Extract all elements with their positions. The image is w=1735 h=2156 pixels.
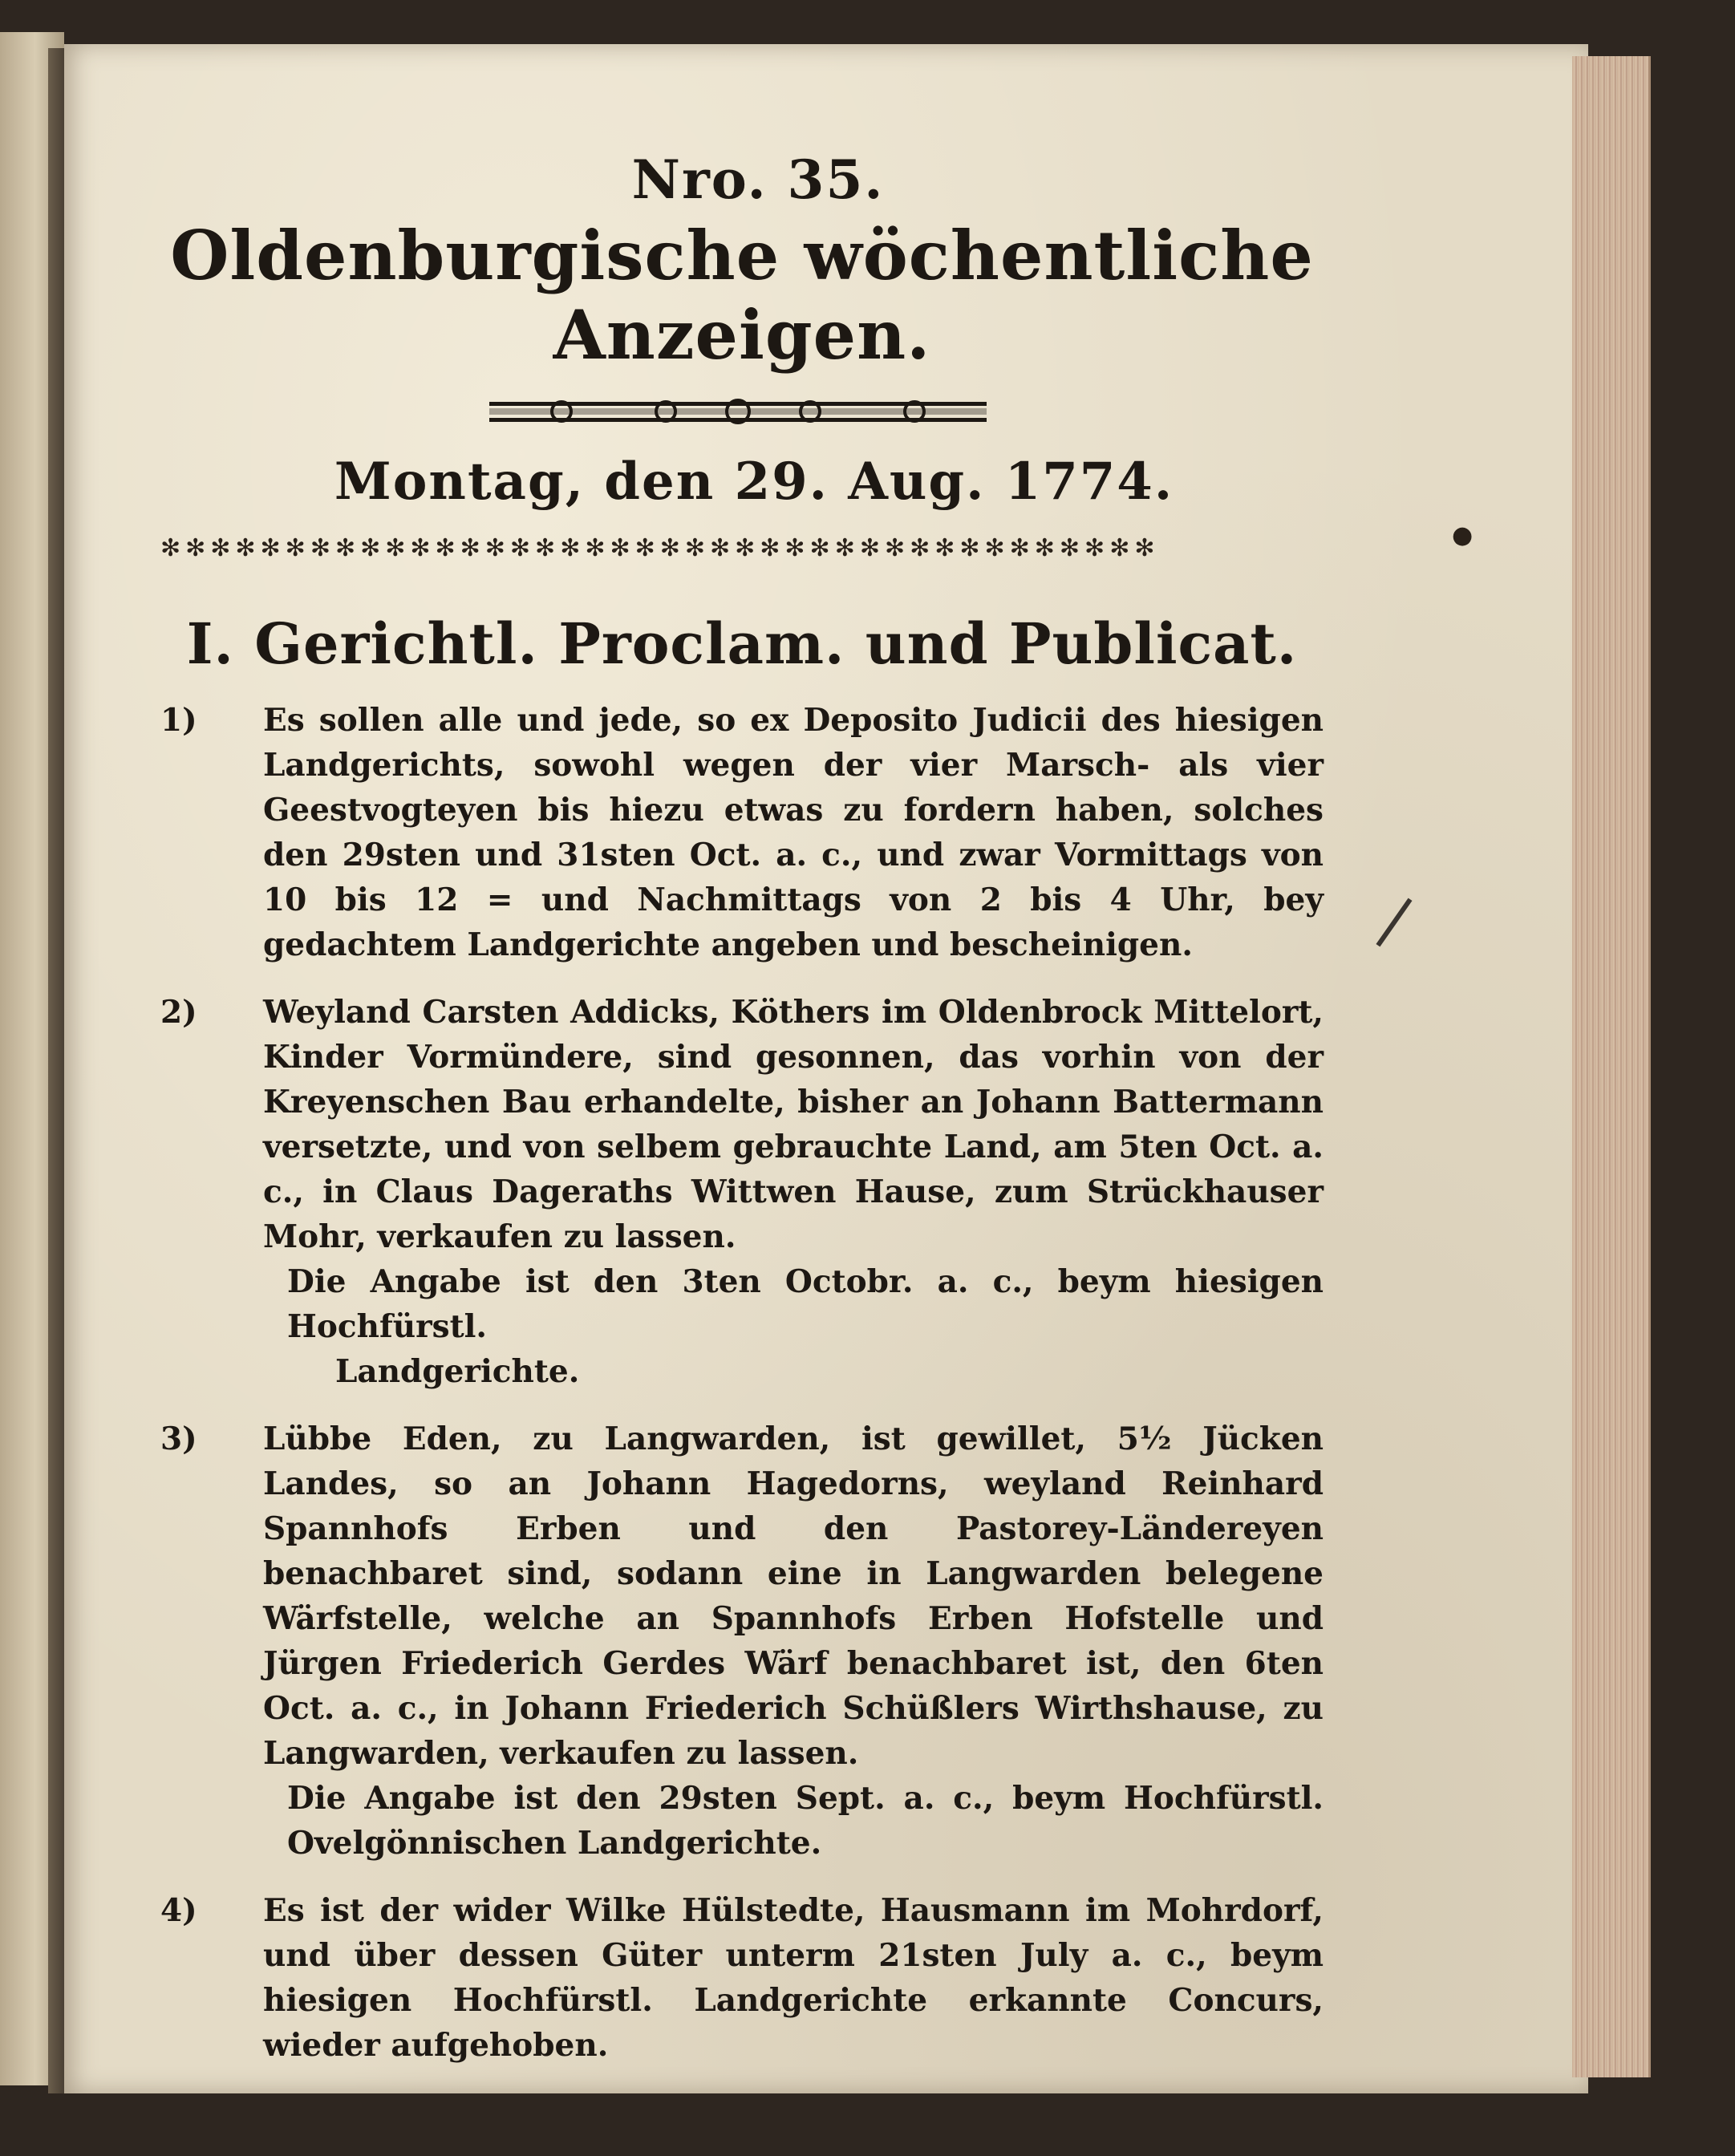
issue-number: Nro. 35. bbox=[631, 148, 885, 211]
item-number: 3) bbox=[160, 1420, 197, 1457]
item-text: Es ist der wider Wilke Hülstedte, Hausmann im Mohrdorf, und über dessen Güter unterm 21sten July a. c., beym hiesigen Hochfürstl. Landgerichte erkannte Concurs, wieder aufgehoben. bbox=[263, 1892, 1324, 2064]
notice-item bbox=[160, 1416, 1324, 1866]
page-content bbox=[160, 148, 1324, 2090]
notice-item bbox=[160, 990, 1324, 1394]
item-text: Lübbe Eden, zu Langwarden, ist gewillet, 5½ Jücken Landes, so an Johann Hagedorns, weyland Reinhard Spannhofs Erben und den Pastorey-Ländereyen benachbaret sind, sodann eine in Langwarden belegene Wärfstelle, welche an Spannhofs Erben Hofstelle und Jürgen Friederich Gerdes Wärf benachbaret ist, den 6ten Oct. a. c., in Johann Friederich Schüßlers Wirthshause, zu Langwarden, verkaufen zu lassen. bbox=[263, 1420, 1324, 1772]
item-note-continued: Landgerichte. bbox=[335, 1353, 580, 1390]
dateline: Montag, den 29. Aug. 1774. bbox=[334, 452, 1174, 512]
ornament-rule-icon bbox=[489, 395, 987, 428]
item-text: Es sollen alle und jede, so ex Deposito Judicii des hiesigen Landgerichts, sowohl wegen der vier Marsch- als vier Geestvogteyen bis hiezu etwas zu fordern haben, solches den 29sten und 31sten Oct. a. c., und zwar Vormittags von 10 bis 12 = und Nachmittags von 2 bis 4 Uhr, bey gedachtem Landgerichte angeben und bescheinigen. bbox=[263, 702, 1324, 963]
item-note: Die Angabe ist den 3ten Octobr. a. c., beym hiesigen Hochfürstl. bbox=[287, 1263, 1324, 1345]
notice-item bbox=[160, 698, 1324, 967]
item-number: 2) bbox=[160, 994, 197, 1031]
item-note: Die Angabe ist den 29sten Sept. a. c., beym Hochfürstl. Ovelgönnischen Landgerichte. bbox=[287, 1780, 1324, 1862]
masthead-title: Oldenburgische wöchentliche Anzeigen. bbox=[170, 216, 1314, 375]
star-divider-icon: ✻✻✻✻✻✻✻✻✻✻✻✻✻✻✻✻✻✻✻✻✻✻✻✻✻✻✻✻✻✻✻✻✻✻✻✻✻✻✻✻ bbox=[160, 534, 1160, 562]
section-title: I. Gerichtl. Proclam. und Publicat. bbox=[186, 610, 1298, 677]
page-edges bbox=[1572, 56, 1651, 2077]
item-text: Weyland Carsten Addicks, Köthers im Oldenbrock Mittelort, Kinder Vormündere, sind gesonnen, das vorhin von der Kreyenschen Bau erhandelte, bisher an Johann Battermann versetzte, und von selbem gebrauchte Land, am 5ten Oct. a. c., in Claus Dageraths Wittwen Hause, zum Strückhauser Mohr, verkaufen zu lassen. bbox=[263, 994, 1324, 1255]
notice-item bbox=[160, 1888, 1324, 2068]
ink-dot: ● bbox=[1452, 521, 1474, 549]
item-number: 1) bbox=[160, 702, 197, 739]
item-number: 4) bbox=[160, 1892, 197, 1929]
